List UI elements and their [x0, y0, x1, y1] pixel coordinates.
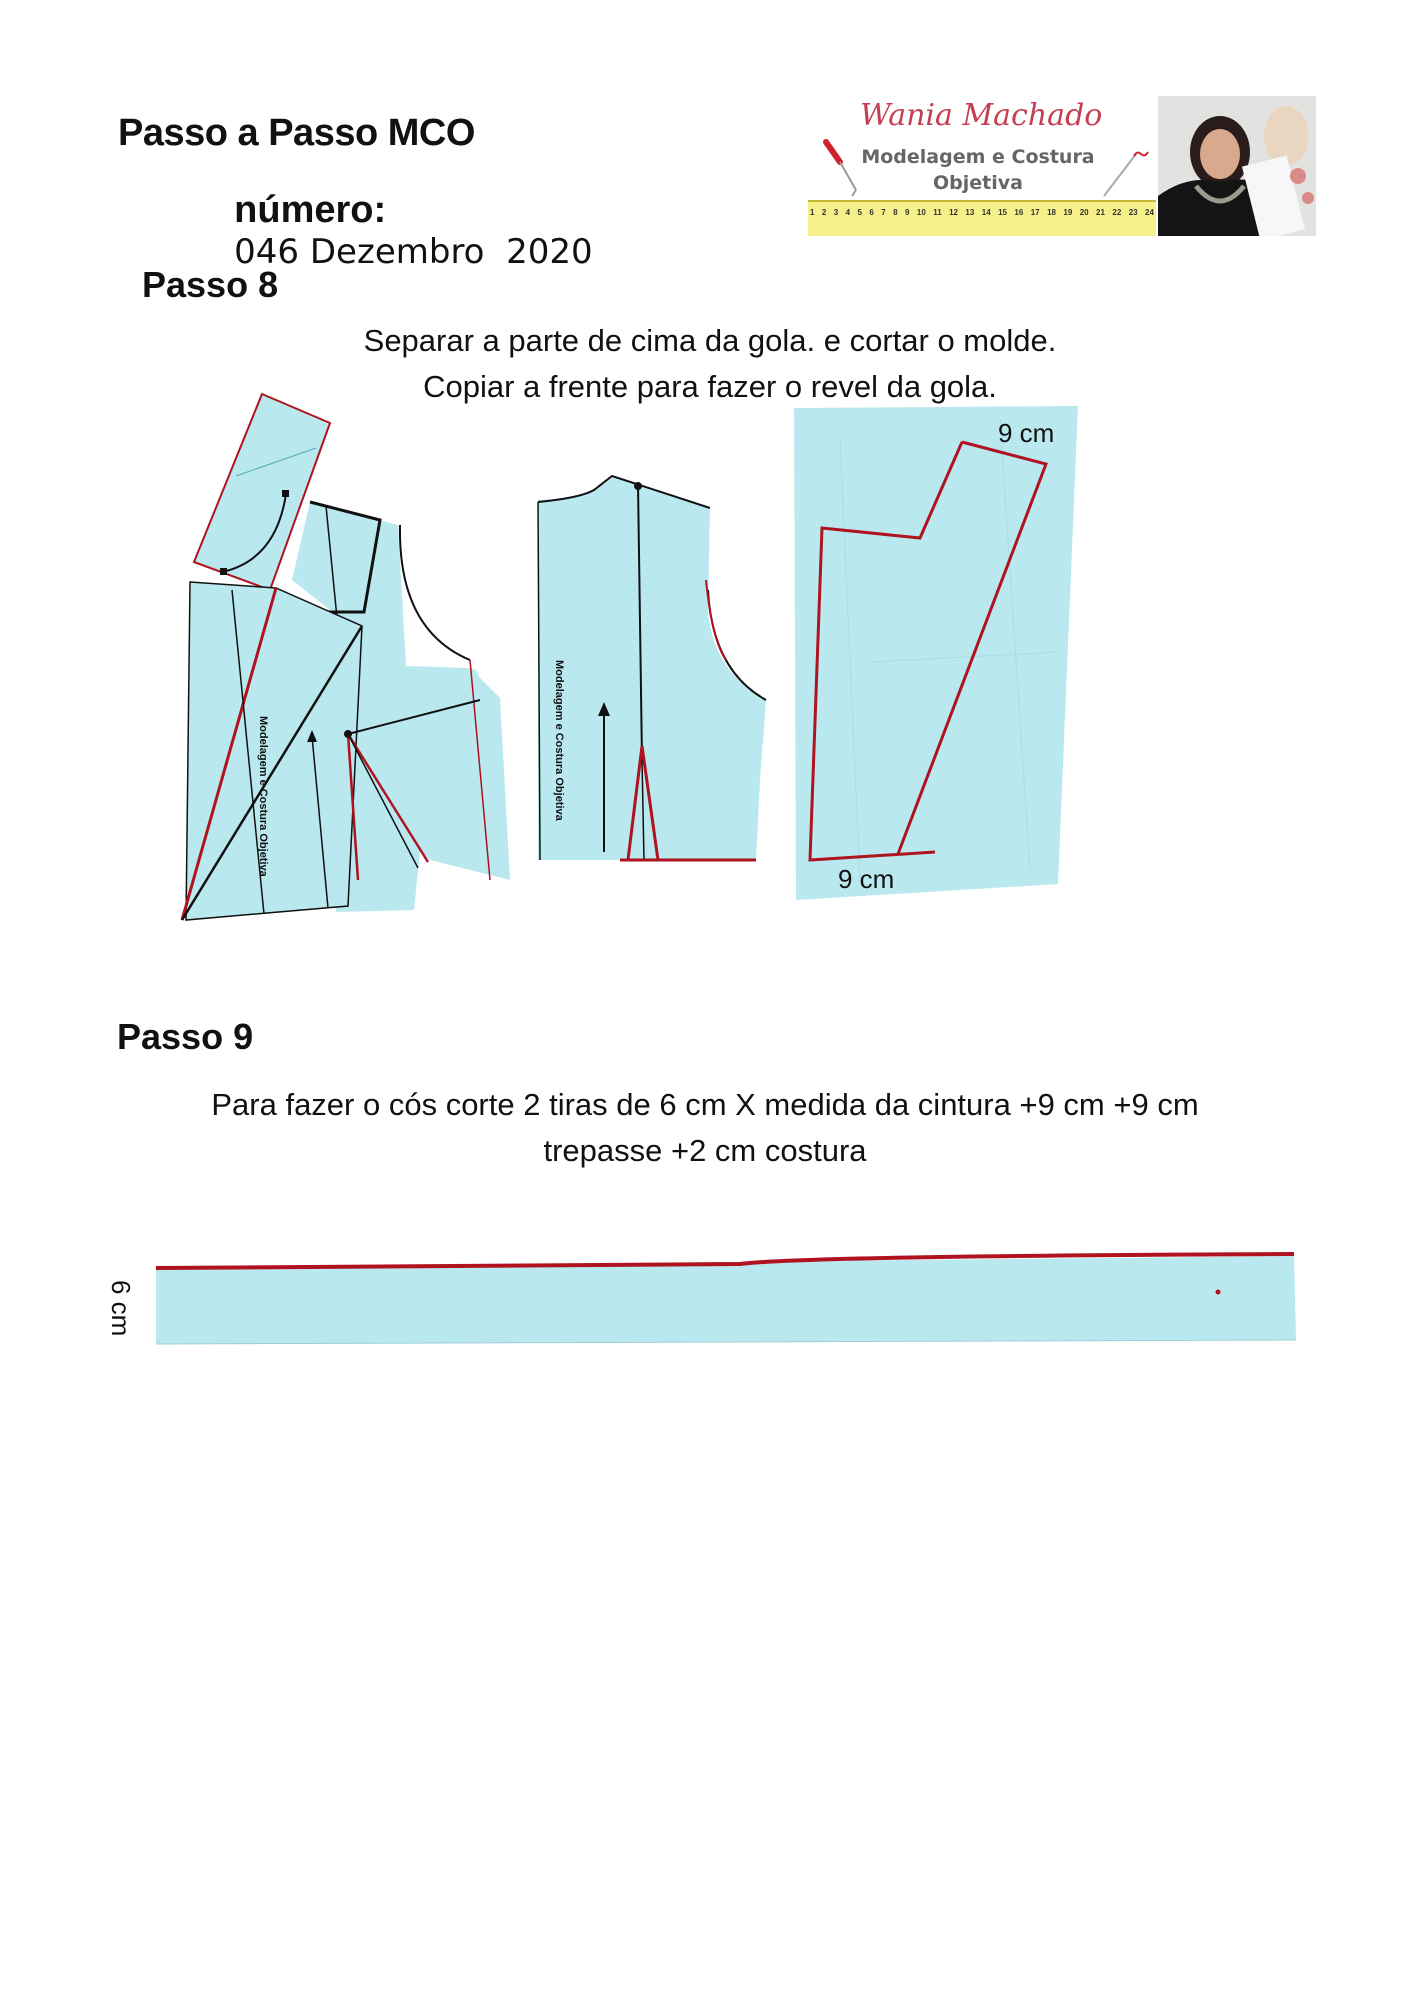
step-9-line-2: trepasse +2 cm costura: [543, 1133, 867, 1168]
ruler-number: 24: [1145, 208, 1154, 217]
waistband-width-label: 6 cm: [106, 1280, 136, 1337]
armhole-curve: [400, 525, 470, 660]
ruler-number: 17: [1030, 208, 1040, 217]
pattern-front-bodice-collar: [180, 390, 520, 930]
waistband-paper: [156, 1256, 1296, 1344]
ruler-number: 8: [893, 208, 898, 217]
step-9-title: Passo 9: [117, 1016, 254, 1057]
facing-bottom-measure: 9 cm: [838, 864, 895, 894]
pattern-front-copy: [530, 460, 790, 880]
logo-brand-line1: Modelagem e Costura: [861, 146, 1095, 168]
document-title: Passo a Passo MCO: [118, 112, 475, 154]
ruler-number: 23: [1128, 208, 1138, 217]
ruler-number: 4: [845, 208, 851, 217]
step-9-line-1: Para fazer o cós corte 2 tiras de 6 cm X medida da cintura +9 cm +9 cm: [211, 1087, 1199, 1122]
step-8-line-1: Separar a parte de cima da gola. e cortar o molde.: [363, 323, 1057, 358]
ruler-number: 21: [1096, 208, 1105, 217]
ruler-number: 6: [869, 208, 874, 217]
ruler-number: 2: [821, 208, 827, 217]
ruler-number: 14: [981, 208, 991, 217]
collar-notch-mark: [282, 490, 289, 497]
logo-script-name: Wania Machado: [860, 98, 1103, 133]
logo-brand-line2: Objetiva: [933, 172, 1023, 194]
facing-top-measure: 9 cm: [998, 418, 1055, 448]
ruler-number: 22: [1112, 208, 1122, 217]
shoulder-mark: [634, 482, 642, 490]
issue-number: [224, 170, 593, 272]
ruler-number: 9: [905, 208, 910, 217]
ruler-number: 5: [857, 208, 862, 217]
ruler-number: 16: [1014, 208, 1024, 217]
brand-logo: [808, 96, 1156, 236]
ruler-number: 15: [998, 208, 1007, 217]
step-8-line-2: Copiar a frente para fazer o revel da gola.: [423, 369, 997, 404]
ruler-number: 10: [916, 208, 926, 217]
waistband-mark: [1216, 1290, 1221, 1295]
ruler-number: 3: [833, 208, 839, 217]
watermark-text: Modelagem e Costura Objetiva: [553, 660, 565, 821]
issue-number-value: 046 Dezembro 2020: [234, 232, 593, 272]
ruler-number: 13: [965, 208, 975, 217]
ruler-number: 11: [933, 208, 942, 217]
dart-apex-mark: [344, 730, 352, 738]
ruler-number: 12: [949, 208, 958, 217]
author-portrait-illustration: [1158, 96, 1316, 236]
watermark-text: Modelagem e Costura Objetiva: [257, 716, 269, 877]
ruler-numbers: [810, 208, 1154, 217]
issue-number-label: número:: [234, 189, 387, 231]
author-photo: [1158, 96, 1316, 236]
ruler-number: 19: [1063, 208, 1073, 217]
measuring-tape: [808, 200, 1156, 236]
collar-notch-mark: [220, 568, 227, 575]
ruler-number: 18: [1047, 208, 1056, 217]
ruler-number: 20: [1079, 208, 1089, 217]
ruler-number: 1: [810, 208, 815, 217]
pattern-waistband-strip: [100, 1240, 1330, 1360]
ruler-number: 7: [881, 208, 886, 217]
pattern-collar-facing: [790, 400, 1090, 1000]
step-8-title: Passo 8: [142, 264, 279, 305]
step-9-instructions: [130, 1082, 1280, 1174]
